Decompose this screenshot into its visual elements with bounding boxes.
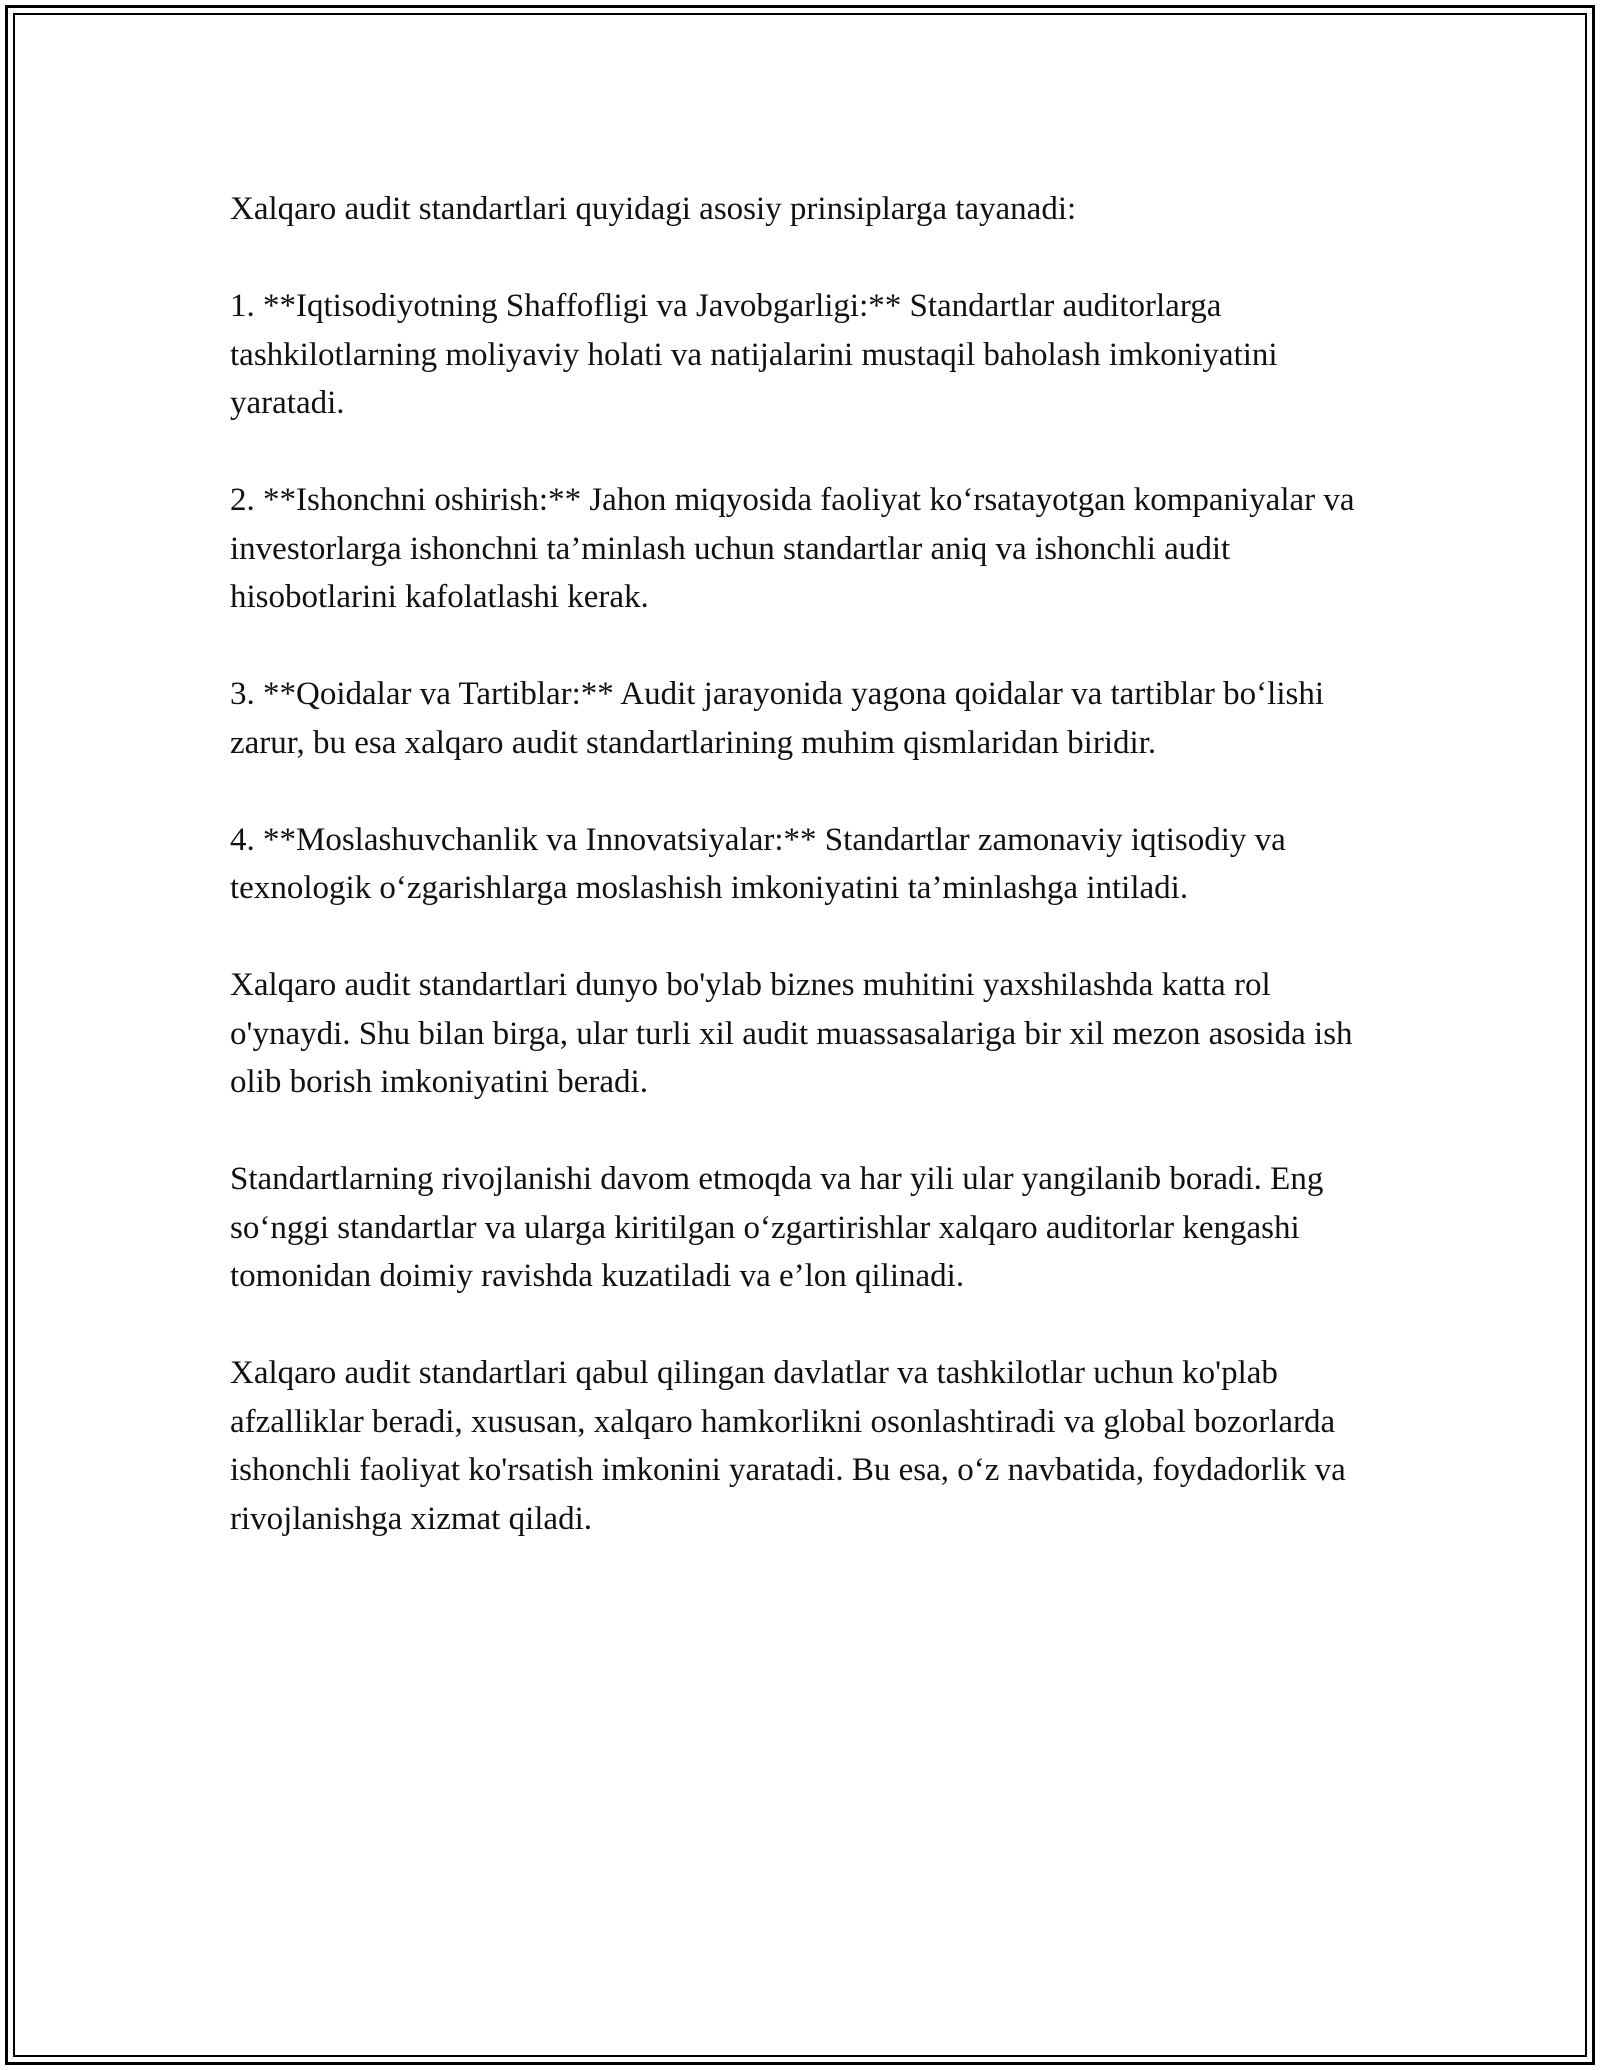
list-item-4: 4. **Moslashuvchanlik va Innovatsiyalar:** Standartlar zamonaviy iqtisodiy va texnologik o‘zgarishlarga moslashish imkoniyatini ta’minlashga intiladi. xyxy=(230,821,1286,906)
document-body xyxy=(230,185,1380,1592)
list-item-1: 1. **Iqtisodiyotning Shaffofligi va Javobgarligi:** Standartlar auditorlarga tashkilotlarning moliyaviy holati va natijalarini mustaqil baholash imkoniyatini yaratadi. xyxy=(230,288,1278,421)
body-paragraph-3: Xalqaro audit standartlari qabul qilingan davlatlar va tashkilotlar uchun ko'plab afzalliklar beradi, xususan, xalqaro hamkorlikni osonlashtiradi va global bozorlarda ishonchli faoliyat ko'rsatish imkonini yaratadi. Bu esa, o‘z navbatida, foydadorlik va rivojlanishga xizmat qiladi. xyxy=(230,1355,1346,1537)
body-paragraph-2: Standartlarning rivojlanishi davom etmoqda va har yili ular yangilanib boradi. Eng so‘nggi standartlar va ularga kiritilgan o‘zgartirishlar xalqaro auditorlar kengashi tomonidan doimiy ravishda kuzatiladi va e’lon qilinadi. xyxy=(230,1161,1324,1294)
list-item-2: 2. **Ishonchni oshirish:** Jahon miqyosida faoliyat ko‘rsatayotgan kompaniyalar va investorlarga ishonchni ta’minlash uchun standartlar aniq va ishonchli audit hisobotlarini kafolatlashi kerak. xyxy=(230,482,1355,615)
body-paragraph-1: Xalqaro audit standartlari dunyo bo'ylab biznes muhitini yaxshilashda katta rol o'ynaydi. Shu bilan birga, ular turli xil audit muassasalariga bir xil mezon asosida ish olib borish imkoniyatini beradi. xyxy=(230,967,1353,1100)
list-item-3: 3. **Qoidalar va Tartiblar:** Audit jarayonida yagona qoidalar va tartiblar bo‘lishi zarur, bu esa xalqaro audit standartlarining muhim qismlaridan biridir. xyxy=(230,676,1325,761)
intro-paragraph: Xalqaro audit standartlari quyidagi asosiy prinsiplarga tayanadi: xyxy=(230,191,1077,227)
